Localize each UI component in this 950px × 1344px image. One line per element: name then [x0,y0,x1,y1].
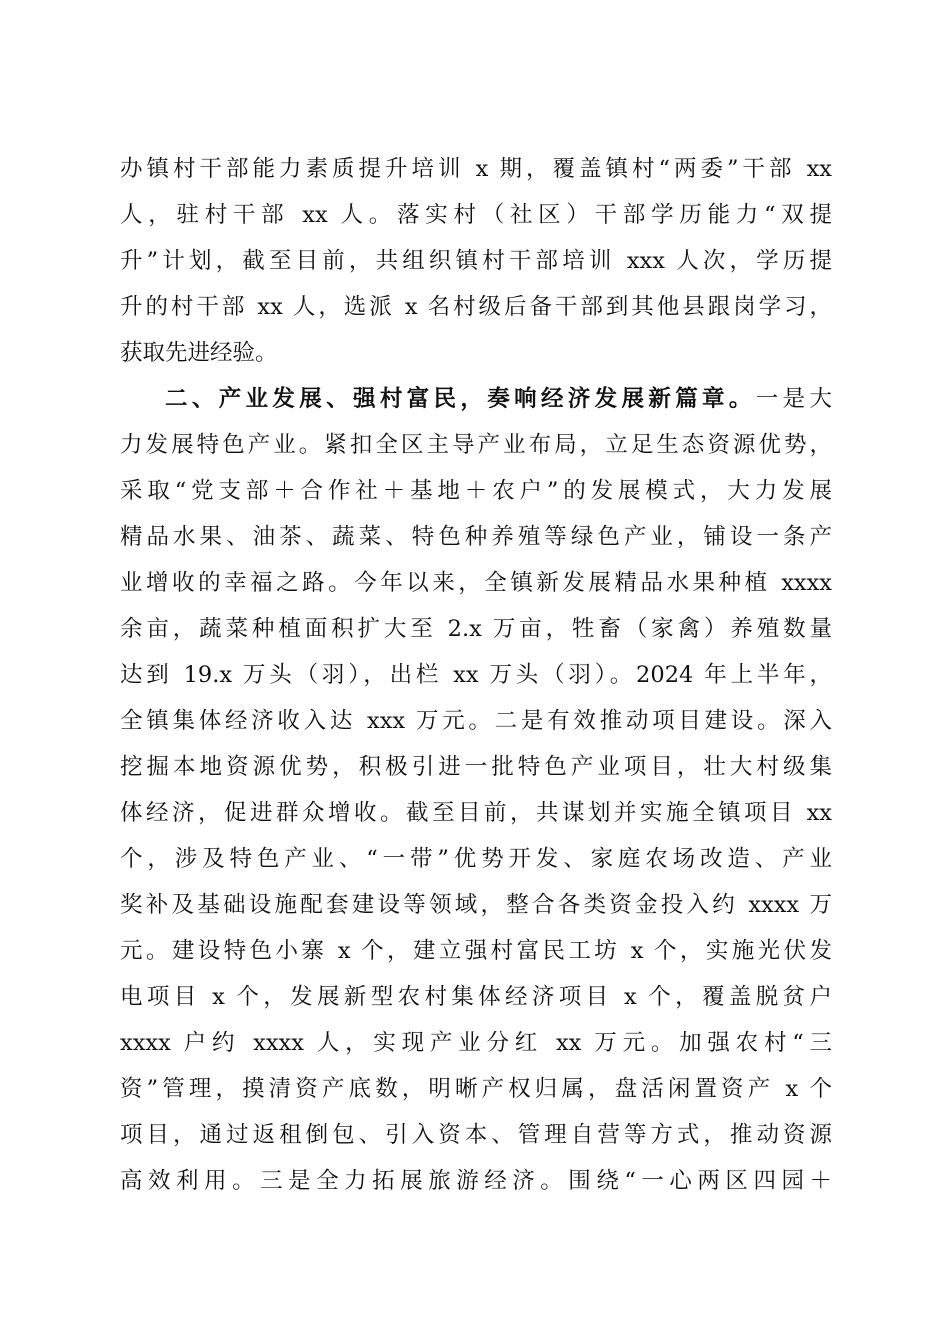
text-line: 资”管理，摸清资产底数，明晰产权归属，盘活闲置资产 x 个 [120,1076,832,1102]
body-text [120,146,832,1204]
text-line: 升的村干部 xx 人，选派 x 名村级后备干部到其他县跟岗学习， [120,294,832,320]
text-line: 达到 19.x 万头（羽），出栏 xx 万头（羽）。2024 年上半年， [120,662,832,688]
text-line: xxxx 户约 xxxx 人，实现产业分红 xx 万元。加强农村“三 [120,1030,832,1056]
text-line: 精品水果、油茶、蔬菜、特色种养殖等绿色产业，铺设一条产 [120,524,832,550]
paragraph-first-line [120,376,832,422]
text-line: 获取先进经验。 [120,340,278,366]
text-line: 项目，通过返租倒包、引入资本、管理自营等方式，推动资源 [120,1122,832,1148]
paragraph-cadre-training [120,146,832,376]
text-line: 高效利用。三是全力拓展旅游经济。围绕“一心两区四园＋ [120,1168,832,1194]
text-line: 人，驻村干部 xx 人。落实村（社区）干部学历能力“双提 [120,202,832,228]
text-line: 电项目 x 个，发展新型农村集体经济项目 x 个，覆盖脱贫户 [120,984,832,1010]
text-line: 个，涉及特色产业、“一带”优势开发、家庭农场改造、产业 [120,846,832,872]
text-line: 体经济，促进群众增收。截至目前，共谋划并实施全镇项目 xx [120,800,832,826]
text-line: 余亩，蔬菜种植面积扩大至 2.x 万亩，牲畜（家禽）养殖数量 [120,616,832,642]
text-line: 采取“党支部＋合作社＋基地＋农户”的发展模式，大力发展 [120,478,832,504]
paragraph-industry-development [120,376,832,1204]
text-line: 业增收的幸福之路。今年以来，全镇新发展精品水果种植 xxxx [120,570,832,596]
text-line: 元。建设特色小寨 x 个，建立强村富民工坊 x 个，实施光伏发 [120,938,832,964]
text-line: 全镇集体经济收入达 xxx 万元。二是有效推动项目建设。深入 [120,708,832,734]
text-line: 升”计划，截至目前，共组织镇村干部培训 xxx 人次，学历提 [120,248,832,274]
text-line: 挖掘本地资源优势，积极引进一批特色产业项目，壮大村级集 [120,754,832,780]
text-line: 力发展特色产业。紧扣全区主导产业布局，立足生态资源优势， [120,432,832,458]
text-line: 奖补及基础设施配套建设等领域，整合各类资金投入约 xxxx 万 [120,892,832,918]
text-run: 一是大 [755,386,832,412]
text-line: 办镇村干部能力素质提升培训 x 期，覆盖镇村“两委”干部 xx [120,156,832,182]
section-heading: 二、产业发展、强村富民，奏响经济发展新篇章。 [165,386,756,412]
